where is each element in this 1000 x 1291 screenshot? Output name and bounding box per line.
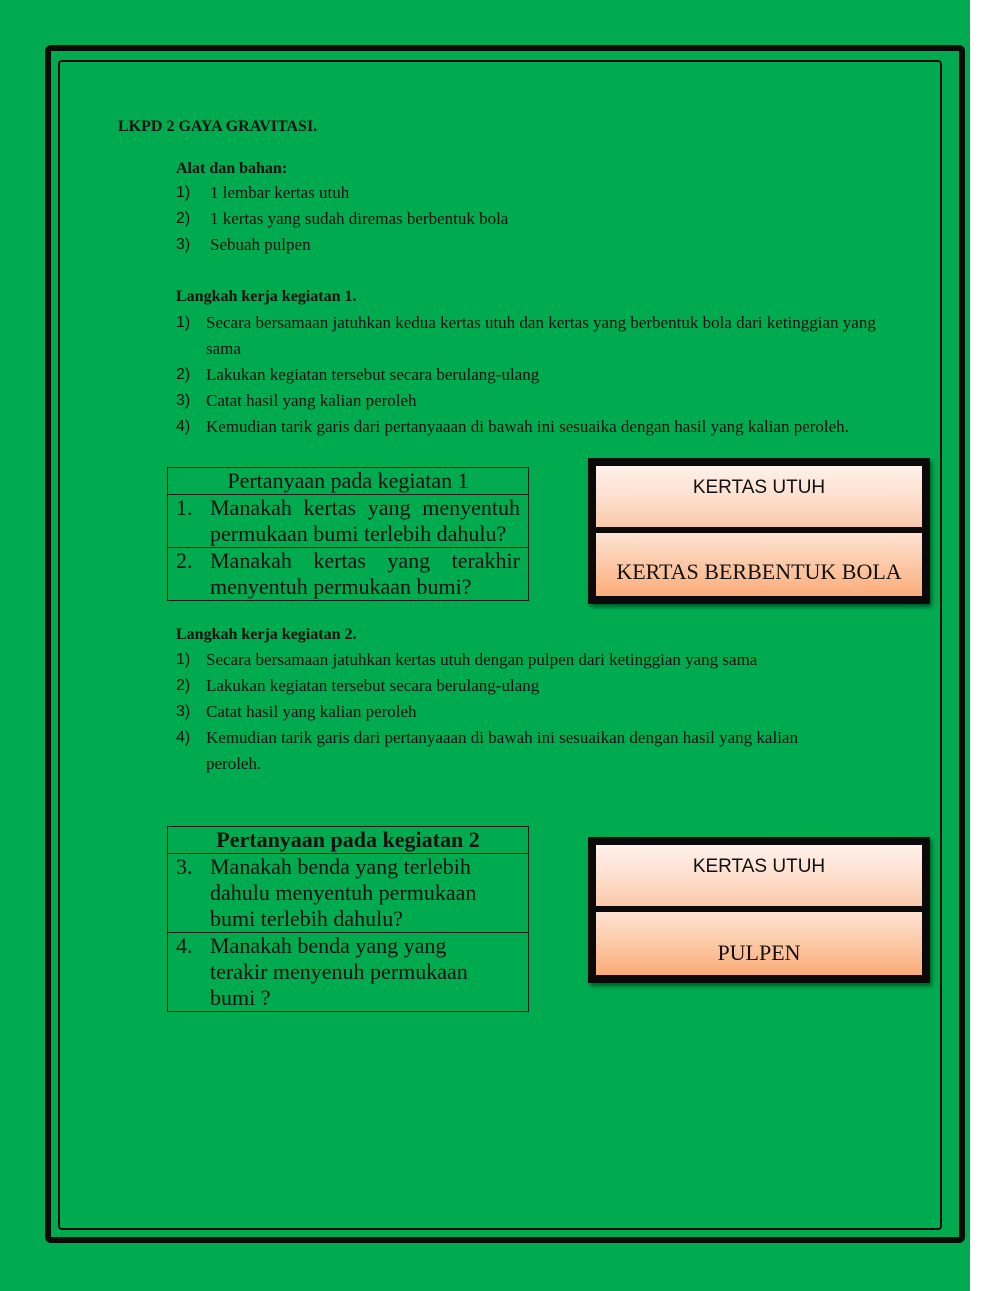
kegiatan2-answer-box xyxy=(588,837,930,983)
list-item: 2) Lakukan kegiatan tersebut secara berulang-ulang xyxy=(176,676,540,695)
list-item: 2) 1 kertas yang sudah diremas berbentuk bola xyxy=(176,209,509,228)
kegiatan1-table-header: Pertanyaan pada kegiatan 1 xyxy=(168,468,529,495)
kegiatan1-question-table xyxy=(167,467,529,601)
answer-kertas-utuh[interactable]: KERTAS UTUH xyxy=(596,845,922,906)
table-row: 1. Manakah kertas yang menyentuh permukaan bumi terlebih dahulu? xyxy=(168,495,529,548)
document-title: LKPD 2 GAYA GRAVITASI. xyxy=(118,118,318,135)
alat-bahan-heading: Alat dan bahan: xyxy=(176,160,288,177)
list-item: 4) Kemudian tarik garis dari pertanyaaan di bawah ini sesuaika dengan hasil yang kalian peroleh. xyxy=(176,417,849,436)
kegiatan1-steps xyxy=(176,310,886,440)
kegiatan1-heading: Langkah kerja kegiatan 1. xyxy=(176,288,357,305)
answer-kertas-berbentuk-bola[interactable]: KERTAS BERBENTUK BOLA xyxy=(596,533,922,596)
list-item: 1) 1 lembar kertas utuh xyxy=(176,183,350,202)
list-item: 3) Sebuah pulpen xyxy=(176,235,311,254)
kegiatan2-heading: Langkah kerja kegiatan 2. xyxy=(176,626,357,643)
alat-bahan-list xyxy=(176,180,876,258)
list-item: 1) Secara bersamaan jatuhkan kertas utuh dengan pulpen dari ketinggian yang sama xyxy=(176,650,758,669)
kegiatan1-answer-box xyxy=(588,458,930,604)
kegiatan2-table-header: Pertanyaan pada kegiatan 2 xyxy=(168,827,529,854)
answer-kertas-utuh[interactable]: KERTAS UTUH xyxy=(596,466,922,527)
list-item: 1) Secara bersamaan jatuhkan kedua kertas utuh dan kertas yang berbentuk bola dari ketinggian yang sama xyxy=(176,313,876,358)
table-row: 4. Manakah benda yang yang terakir menyenuh permukaan bumi ? xyxy=(168,933,529,1012)
kegiatan2-steps xyxy=(176,647,856,777)
kegiatan2-question-table xyxy=(167,826,529,1012)
list-item: 2) Lakukan kegiatan tersebut secara berulang-ulang xyxy=(176,365,540,384)
table-row: 3. Manakah benda yang terlebih dahulu menyentuh permukaan bumi terlebih dahulu? xyxy=(168,854,529,933)
list-item: 4) Kemudian tarik garis dari pertanyaaan di bawah ini sesuaikan dengan hasil yang kalian peroleh. xyxy=(176,728,798,773)
answer-pulpen[interactable]: PULPEN xyxy=(596,912,922,975)
list-item: 3) Catat hasil yang kalian peroleh xyxy=(176,702,417,721)
list-item: 3) Catat hasil yang kalian peroleh xyxy=(176,391,417,410)
table-row: 2. Manakah kertas yang terakhir menyentuh permukaan bumi? xyxy=(168,548,529,601)
